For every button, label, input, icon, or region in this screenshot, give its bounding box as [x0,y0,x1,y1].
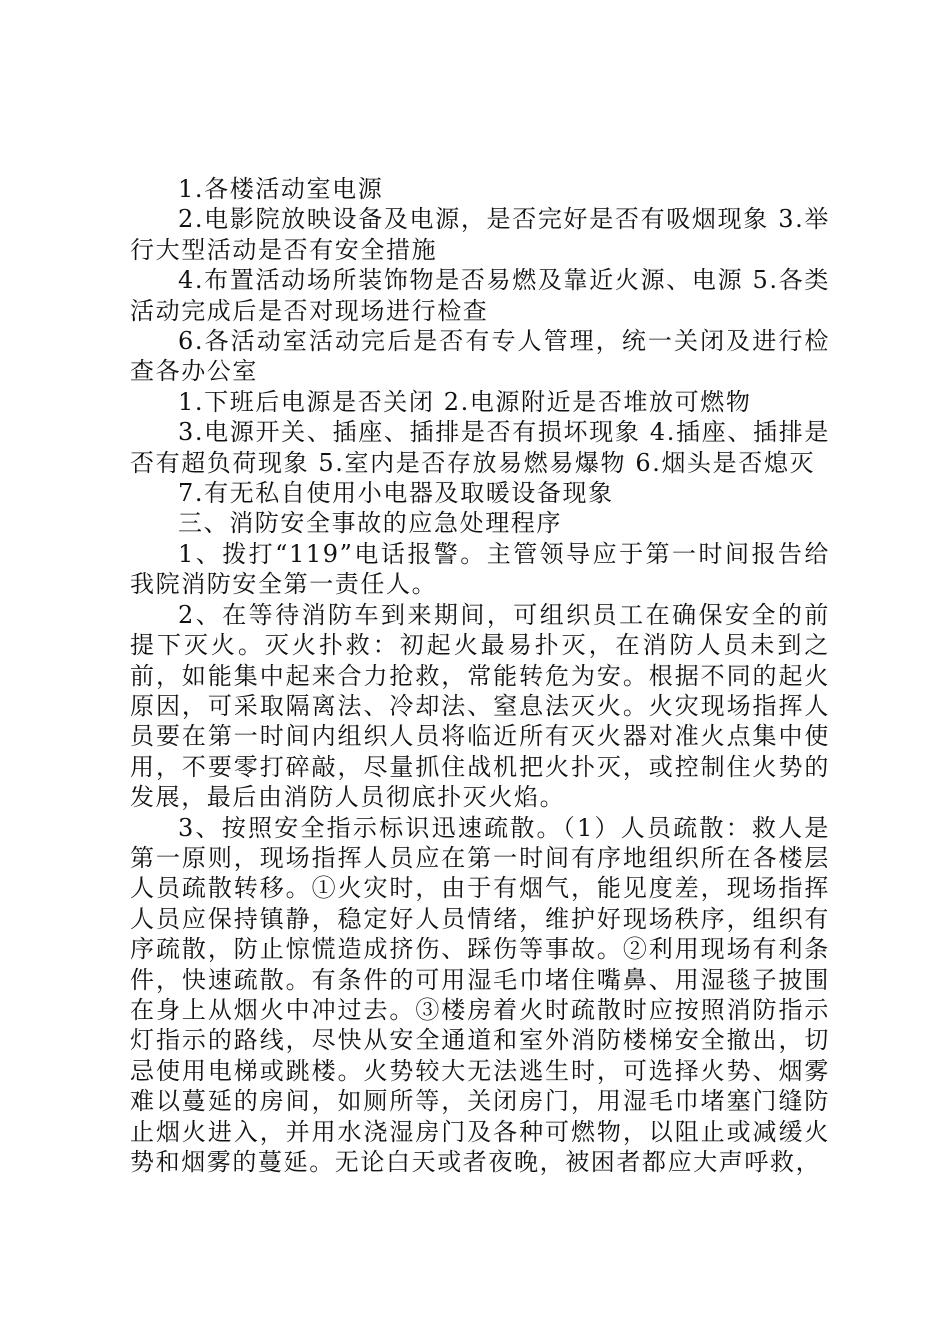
paragraph-socket-check: 3.电源开关、插座、插排是否有损坏现象 4.插座、插排是否有超负荷现象 5.室内是否存放易燃易爆物 6.烟头是否熄灭 [130,418,830,477]
paragraph-small-appliances: 7.有无私自使用小电器及取暖设备现象 [178,479,614,508]
paragraph-activity-room-power: 1.各楼活动室电源 [178,175,384,203]
paragraph-call-119: 1、拨打“119”电话报警。主管领导应于第一时间报告给我院消防安全第一责任人。 [130,539,830,599]
paragraph-cinema-equipment: 2.电影院放映设备及电源，是否完好是否有吸烟现象 3.举行大型活动是否有安全措施 [130,205,830,264]
document-body [130,174,830,1177]
paragraph-office-power-off: 1.下班后电源是否关闭 2.电源附近是否堆放可燃物 [178,387,752,416]
paragraph-fire-fighting: 2、在等待消防车到来期间，可组织员工在确保安全的前提下灭火。灭火扑救：初起火最易扑灭，在消防人员未到之前，如能集中起来合力抢救，常能转危为安。根据不同的起火原因，可采取隔离法、冷却法、窒息法灭火。火灾现场指挥人员要在第一时间内组织人员将临近所有灭火器对准火点集中使用，不要零打碎敲，尽量抓住战机把火扑灭，或控制住火势的发展，最后由消防人员彻底扑灭火焰。 [130,600,830,812]
paragraph-decoration-flammability: 4.布置活动场所装饰物是否易燃及靠近火源、电源 5.各类活动完成后是否对现场进行检查 [130,266,830,325]
paragraph-evacuation: 3、按照安全指示标识迅速疏散。（1）人员疏散：救人是第一原则，现场指挥人员应在第一时间有序地组织所在各楼层人员疏散转移。①火灾时，由于有烟气，能见度差，现场指挥人员应保持镇静，稳定好人员情绪，维护好现场秩序，组织有序疏散，防止惊慌造成挤伤、踩伤等事故。②利用现场有利条件，快速疏散。有条件的可用湿毛巾堵住嘴鼻、用湿毯子披围在身上从烟火中冲过去。③楼房着火时疏散时应按照消防指示灯指示的路线，尽快从安全通道和室外消防楼梯安全撤出，切忌使用电梯或跳楼。火势较大无法逃生时，可选择火势、烟雾难以蔓延的房间，如厕所等，关闭房门，用湿毛巾堵塞门缝防止烟火进入，并用水浇湿房门及各种可燃物，以阻止或减缓火势和烟雾的蔓延。无论白天或者夜晚，被困者都应大声呼救， [130,813,830,1176]
section-heading-emergency-procedure: 三、消防安全事故的应急处理程序 [178,509,562,538]
paragraph-activity-room-management: 6.各活动室活动完后是否有专人管理，统一关闭及进行检查各办公室 [130,327,830,386]
